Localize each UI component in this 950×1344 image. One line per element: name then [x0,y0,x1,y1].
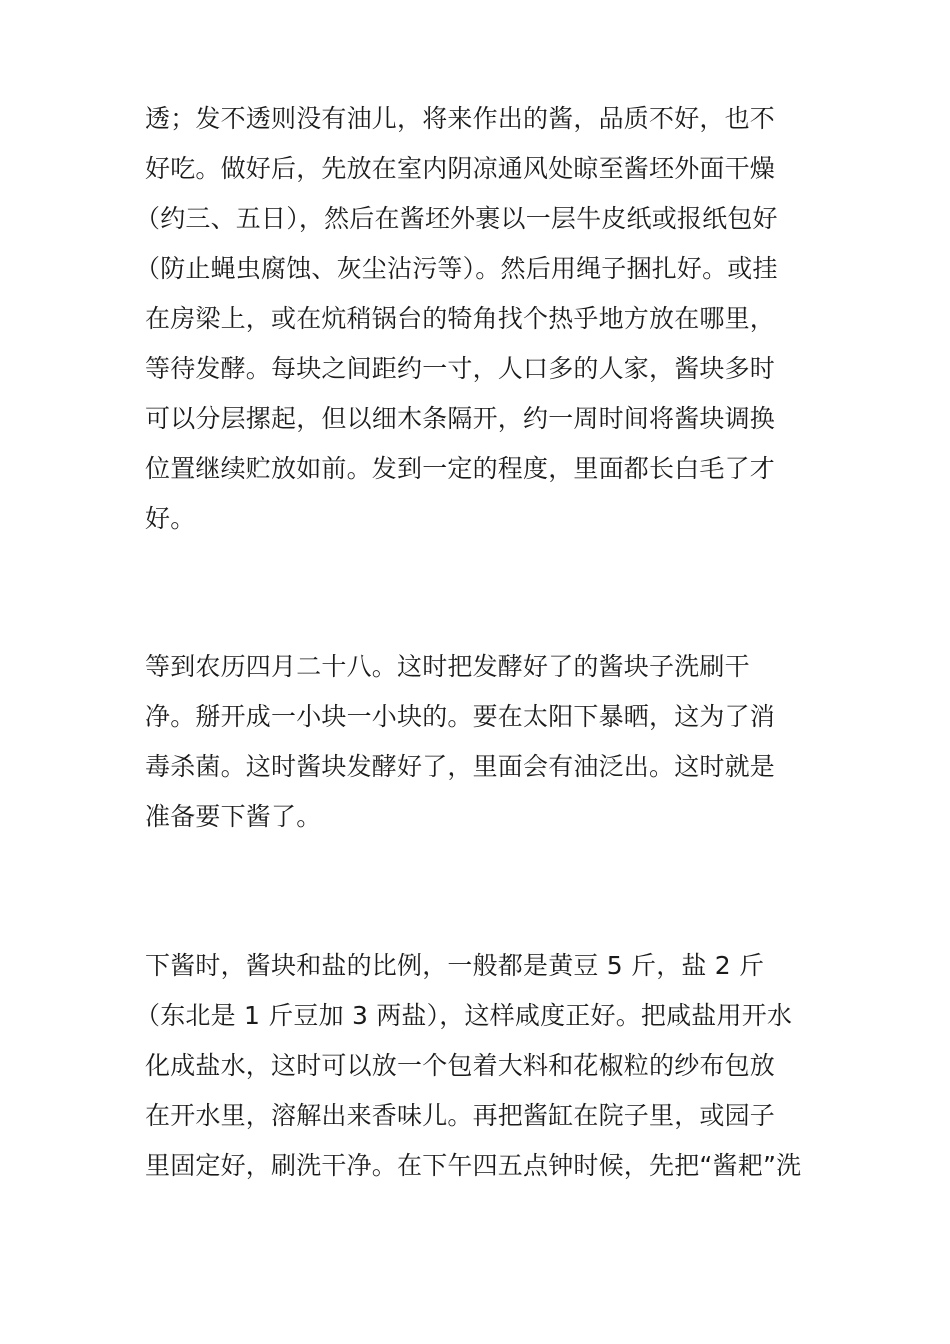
text-line: 下酱时，酱块和盐的比例，一般都是黄豆 5 斤，盐 2 斤 [145,951,765,980]
text-line: 里固定好，刷洗干净。在下午四五点钟时候，先把“酱耙”洗 [145,1151,802,1180]
text-line: （约三、五日），然后在酱坯外裹以一层牛皮纸或报纸包好 [135,204,778,233]
paragraph-2 [145,642,775,842]
text-line: 好。 [145,504,196,533]
paragraph-3 [135,941,802,1191]
text-line: 毒杀菌。这时酱块发酵好了，里面会有油泛出。这时就是 [145,752,776,781]
text-line: 好吃。做好后，先放在室内阴凉通风处晾至酱坯外面干燥 [145,154,776,183]
paragraph-1 [135,94,778,544]
text-line: 可以分层摞起，但以细木条隔开，约一周时间将酱块调换 [145,404,776,433]
text-line: （东北是 1 斤豆加 3 两盐），这样咸度正好。把咸盐用开水 [135,1001,793,1030]
text-line: 透；发不透则没有油儿，将来作出的酱，品质不好，也不 [145,104,776,133]
text-line: 准备要下酱了。 [145,802,322,831]
text-line: 在开水里，溶解出来香味儿。再把酱缸在院子里，或园子 [145,1101,776,1130]
text-line: 等到农历四月二十八。这时把发酵好了的酱块子洗刷干 [145,652,750,681]
text-line: 在房梁上，或在炕稍锅台的犄角找个热乎地方放在哪里， [145,304,776,333]
text-line: 位置继续贮放如前。发到一定的程度，里面都长白毛了才 [145,454,776,483]
text-line: （防止蝇虫腐蚀、灰尘沾污等）。然后用绳子捆扎好。或挂 [135,254,778,283]
text-line: 净。掰开成一小块一小块的。要在太阳下暴晒，这为了消 [145,702,776,731]
text-line: 等待发酵。每块之间距约一寸，人口多的人家，酱块多时 [145,354,776,383]
text-line: 化成盐水，这时可以放一个包着大料和花椒粒的纱布包放 [145,1051,776,1080]
